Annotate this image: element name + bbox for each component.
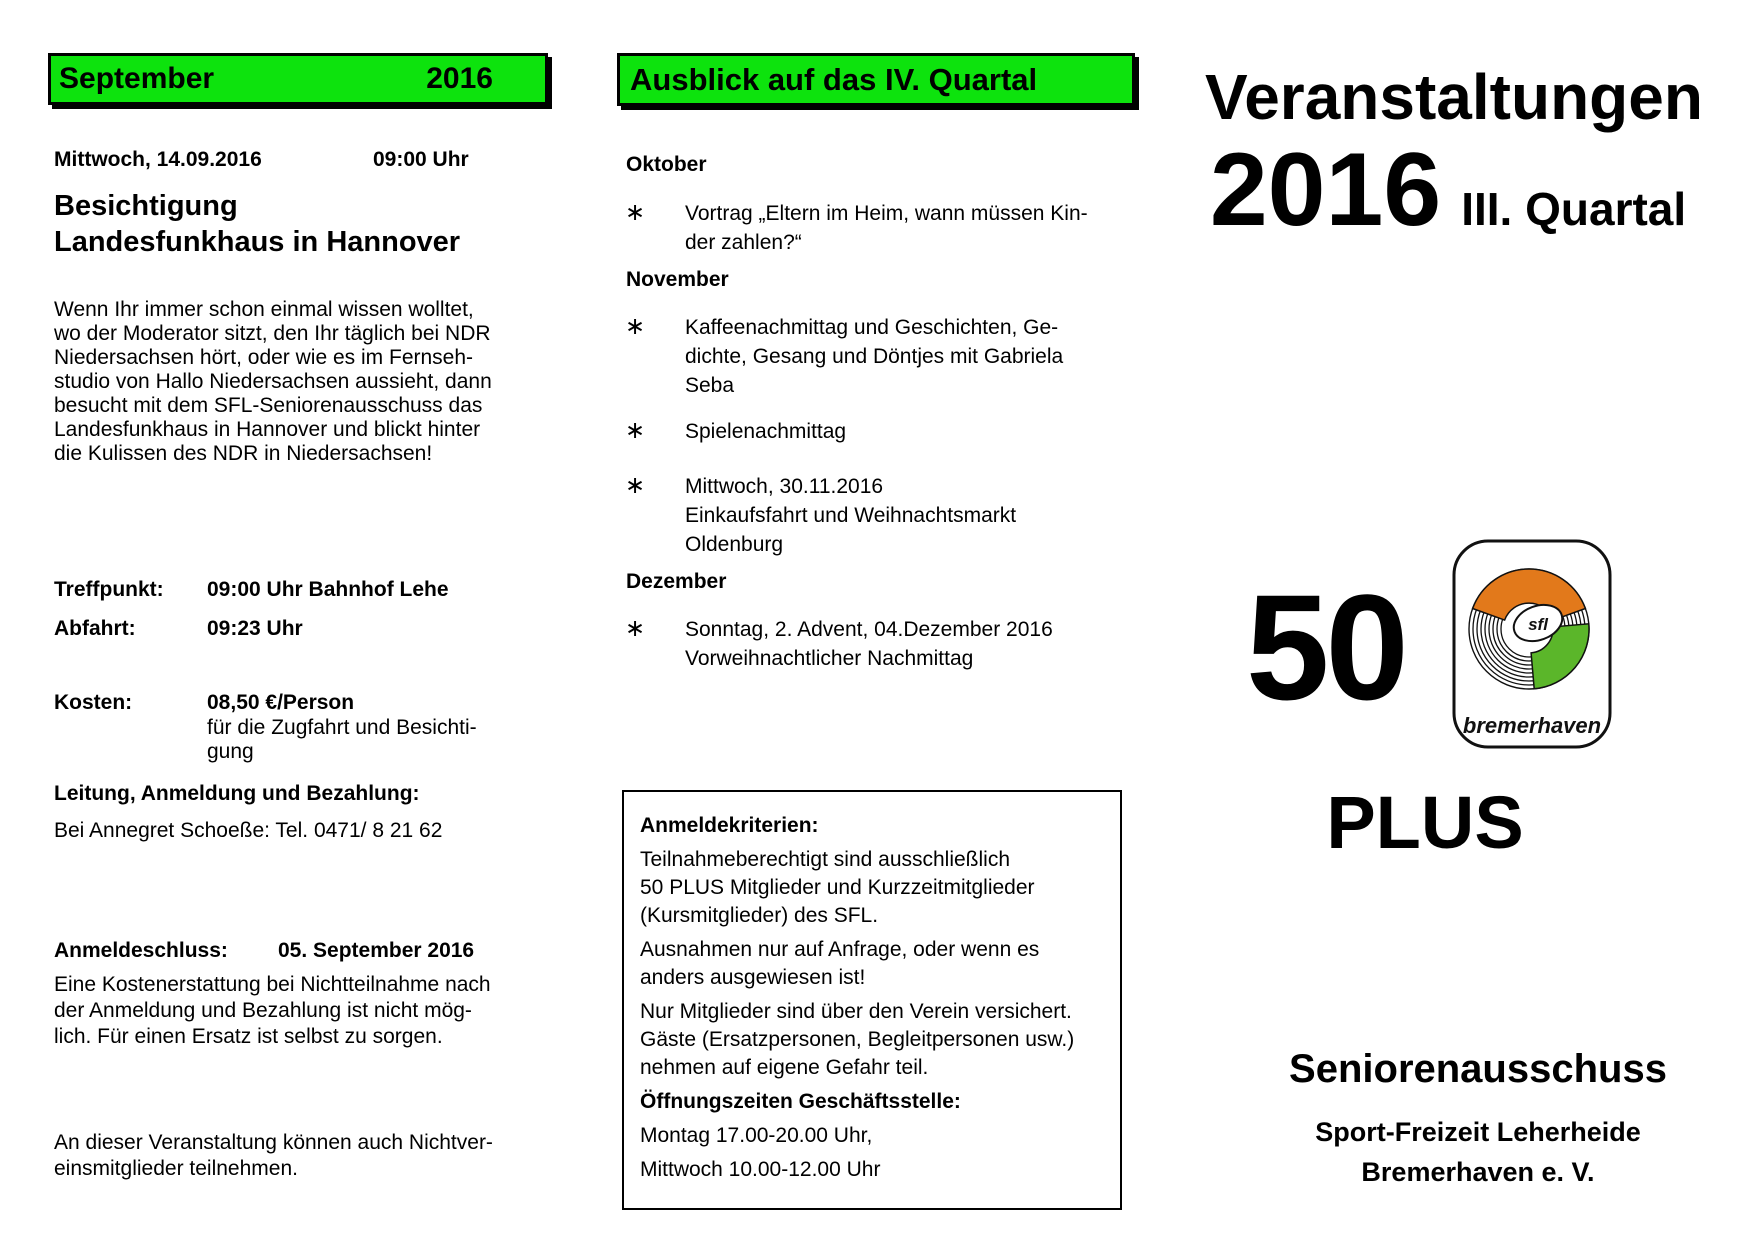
refund-note-line: lich. Für einen Ersatz ist selbst zu sorgen. (54, 1025, 443, 1048)
criteria-title: Anmeldekriterien: (640, 814, 819, 837)
office-hours-heading: Öffnungszeiten Geschäftsstelle: (640, 1090, 961, 1113)
brochure-title: Veranstaltungen (1205, 61, 1703, 133)
criteria-paragraph (640, 936, 1104, 992)
departure-value: 09:23 Uhr (207, 617, 303, 640)
event-item-line: dichte, Gesang und Döntjes mit Gabriela (685, 345, 1064, 368)
september-header-row (51, 62, 545, 96)
event-item-line: Kaffeenachmittag und Geschichten, Ge- (685, 316, 1059, 339)
meeting-label: Treffpunkt: (54, 578, 164, 601)
criteria-line: Ausnahmen nur auf Anfrage, oder wenn es (640, 938, 1040, 961)
logo-city-text: bremerhaven (1462, 713, 1602, 738)
guest-note-line: An dieser Veranstaltung können auch Nichtver- (54, 1131, 493, 1154)
month-heading-oktober: Oktober (626, 153, 707, 176)
refund-note-line: Eine Kostenerstattung bei Nichtteilnahme nach (54, 973, 491, 996)
criteria-paragraph (640, 846, 1104, 930)
registration-criteria-box (622, 790, 1122, 1210)
event-item-line: Oldenburg (685, 533, 784, 556)
event-item-line: Mittwoch, 30.11.2016 (685, 475, 884, 498)
event-item-line: Seba (685, 374, 735, 397)
event-item (685, 313, 1063, 400)
criteria-line: anders ausgewiesen ist! (640, 966, 866, 989)
fifty-label: 50 (1246, 563, 1405, 731)
criteria-line: nehmen auf eigene Gefahr teil. (640, 1056, 929, 1079)
bullet-asterisk-icon: ∗ (625, 313, 646, 340)
office-hours-line: Montag 17.00-20.00 Uhr, (640, 1124, 873, 1147)
costs-label: Kosten: (54, 691, 133, 714)
description-line: Niedersachsen hört, oder wie es im Fernseh- (54, 346, 474, 369)
bullet-asterisk-icon: ∗ (625, 417, 646, 444)
office-hours-line: Mittwoch 10.00-12.00 Uhr (640, 1158, 881, 1181)
event-item (685, 615, 1053, 673)
event-item (685, 199, 1088, 257)
event-title (54, 188, 460, 260)
event-item (685, 417, 846, 446)
lead-heading: Leitung, Anmeldung und Bezahlung: (54, 782, 420, 805)
deadline-value: 05. September 2016 (278, 939, 475, 962)
guest-note (54, 1130, 493, 1182)
event-title-line: Besichtigung (54, 190, 238, 222)
bullet-asterisk-icon: ∗ (625, 199, 646, 226)
description-line: die Kulissen des NDR in Niedersachsen! (54, 442, 433, 465)
meeting-value: 09:00 Uhr Bahnhof Lehe (207, 578, 449, 601)
description-line: besucht mit dem SFL-Seniorenausschuss das (54, 394, 483, 417)
quarter-label: III. Quartal (1461, 183, 1687, 235)
outlook-header-bar (617, 53, 1135, 106)
logo-abbr-text: sfl (1528, 615, 1548, 634)
criteria-line: Gäste (Ersatzpersonen, Begleitpersonen usw.) (640, 1028, 1075, 1051)
year-quarter-row (1158, 132, 1738, 248)
plus-label: PLUS (1326, 781, 1524, 864)
september-header-bar (48, 53, 548, 105)
lead-contact: Bei Annegret Schoeße: Tel. 0471/ 8 21 62 (54, 819, 443, 842)
refund-note (54, 972, 491, 1050)
header-month-label: September (59, 62, 215, 95)
deadline-label: Anmeldeschluss: (54, 939, 228, 962)
sfl-club-logo (1452, 539, 1612, 749)
bullet-asterisk-icon: ∗ (625, 615, 646, 642)
event-item-line: der zahlen?“ (685, 231, 802, 254)
month-heading-dezember: Dezember (626, 570, 727, 593)
refund-note-line: der Anmeldung und Bezahlung ist nicht mög- (54, 999, 472, 1022)
event-item-line: Spielenachmittag (685, 420, 847, 443)
event-item-line: Vortrag „Eltern im Heim, wann müssen Kin- (685, 202, 1088, 225)
event-item (685, 472, 1016, 559)
costs-note-line: gung (207, 740, 254, 763)
event-item-line: Sonntag, 2. Advent, 04.Dezember 2016 (685, 618, 1053, 641)
costs-note-line: für die Zugfahrt und Besichti- (207, 716, 477, 739)
costs-value: 08,50 €/Person (207, 691, 355, 714)
event-date: Mittwoch, 14.09.2016 (54, 148, 262, 171)
event-time: 09:00 Uhr (373, 148, 469, 171)
description-line: Wenn Ihr immer schon einmal wissen wolltet, (54, 298, 474, 321)
year-big-label: 2016 (1209, 132, 1442, 248)
description-line: wo der Moderator sitzt, den Ihr täglich bei NDR (54, 322, 491, 345)
bullet-asterisk-icon: ∗ (625, 472, 646, 499)
criteria-line: Teilnahmeberechtigt sind ausschließlich (640, 848, 1011, 871)
costs-note (207, 716, 477, 764)
event-item-line: Einkaufsfahrt und Weihnachtsmarkt (685, 504, 1017, 527)
header-year-label: 2016 (426, 62, 493, 95)
criteria-line: Nur Mitglieder sind über den Verein versichert. (640, 1000, 1072, 1023)
event-item-line: Vorweihnachtlicher Nachmittag (685, 647, 974, 670)
org-city-line: Bremerhaven e. V. (1361, 1157, 1595, 1187)
org-name-line: Sport-Freizeit Leherheide (1315, 1117, 1641, 1147)
guest-note-line: einsmitglieder teilnehmen. (54, 1157, 298, 1180)
month-heading-november: November (626, 268, 729, 291)
outlook-header-label: Ausblick auf das IV. Quartal (630, 61, 1038, 97)
criteria-line: (Kursmitglieder) des SFL. (640, 904, 879, 927)
event-description (54, 298, 492, 466)
criteria-paragraph (640, 998, 1104, 1082)
sfl-logo-icon (1452, 539, 1612, 749)
departure-label: Abfahrt: (54, 617, 136, 640)
event-title-line: Landesfunkhaus in Hannover (54, 226, 461, 258)
description-line: Landesfunkhaus in Hannover und blickt hinter (54, 418, 481, 441)
committee-label: Seniorenausschuss (1289, 1047, 1667, 1091)
criteria-line: 50 PLUS Mitglieder und Kurzzeitmitglieder (640, 876, 1035, 899)
description-line: studio von Hallo Niedersachsen aussieht, dann (54, 370, 492, 393)
